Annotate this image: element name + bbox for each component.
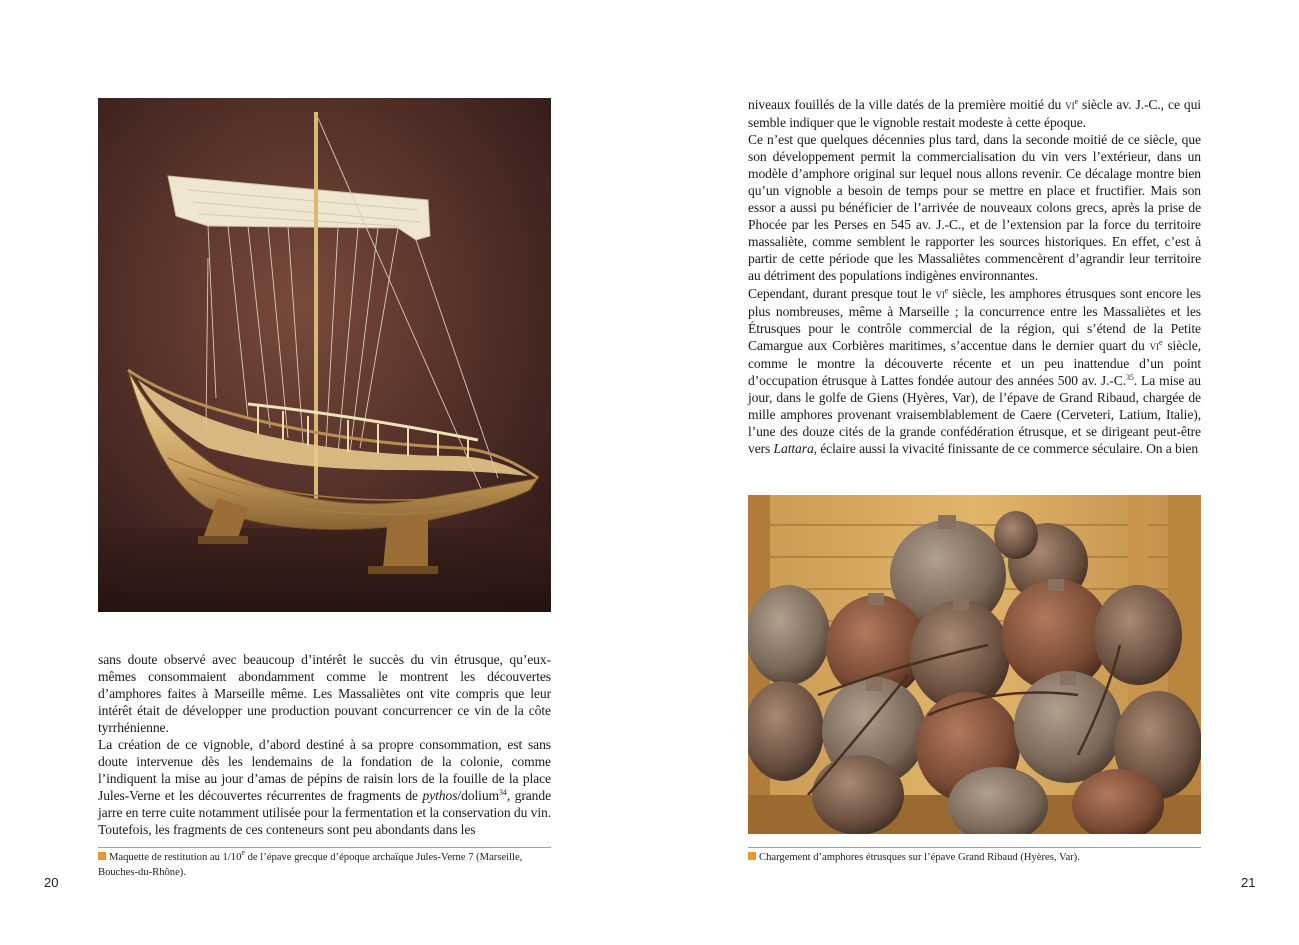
text-run: . La mise au jour, dans le golfe de Giens (Hyères, Var), de l’épave de Grand Ribaud, chargée de mille amphores provenant vraisemblablement de Caere (Cerveteri, Latium, Italie), l’une des douze cités de la grande confédération étrusque, et se dirigeant peut-être vers	[748, 372, 1201, 456]
text-run: e	[944, 285, 949, 295]
text-run: siècle, comme le montre la découverte récente et un peu inattendue d’un point d’occupation étrusque à Lattes fondée autour des années 500 av. J.-C.	[748, 337, 1202, 388]
left-caption	[98, 850, 551, 880]
paragraph	[98, 736, 551, 838]
text-run: e	[1074, 97, 1079, 106]
text-run: Lattara	[773, 440, 814, 456]
text-run: /dolium	[457, 788, 500, 804]
caption-marker-icon	[98, 852, 106, 860]
caption-marker-icon	[748, 852, 756, 860]
text-run: siècle av. J.-C., ce qui semble indiquer que le vignoble restait modeste à cette époque.	[748, 97, 1201, 131]
paragraph	[748, 285, 1201, 457]
text-run: pythos	[422, 788, 458, 804]
text-run: vi	[1065, 98, 1075, 112]
text-run: Cependant, durant presque tout le	[748, 285, 936, 301]
right-caption-rule	[748, 847, 1201, 848]
text-run: Ce n’est que quelques décennies plus tard, dans la seconde moitié de ce siècle, que son développement permit la commercialisation du vin vers l’extérieur, dans un modèle d’amphore original sur lequel nous allons revenir. Ce décalage montre bien qu’un vignoble a besoin de temps pour se mettre en place et fructifier. Mais son essor a aussi pu bénéficier de l’arrivée de nouveaux colons grecs, après la prise de Phocée par les Perses en 545 av. J.-C., et de l’extension par la force du territoire massaliète, comme semblent le rapporter les sources historiques. En effet, c’est à partir de cette période que les Massaliètes commencèrent d’agrandir leur territoire au détriment des populations indigènes environnantes.	[748, 132, 1201, 284]
left-caption-text	[98, 848, 523, 878]
right-body-text	[748, 96, 1201, 457]
paragraph	[748, 131, 1201, 284]
text-run: siècle, les amphores étrusques sont encore les plus nombreuses, même à Marseille ; la concurrence entre les Massaliètes et les Étrusques pour le contrôle commercial de la région, qui s’étend de la Petite Camargue aux Corbières maritimes, s’accentue dans le dernier quart du	[748, 285, 1201, 353]
paragraph	[748, 96, 1201, 131]
page-number-left: 20	[44, 875, 59, 890]
right-page	[650, 0, 1299, 945]
amphorae-illustration	[748, 495, 1201, 834]
text-run: 35	[1126, 372, 1134, 382]
text-run: 34	[499, 788, 507, 798]
text-run: niveaux fouillés de la ville datés de la première moitié du	[748, 97, 1066, 112]
left-caption-rule	[98, 847, 551, 848]
text-run: sans doute observé avec beaucoup d’intérêt le succès du vin étrusque, qu’eux-mêmes consommaient abondamment comme le montrent les découvertes d’amphores faites à Marseille même. Les Massaliètes ont vite compris que leur intérêt était de développer une production pouvant concurrencer ce vin de la côte tyrrhénienne.	[98, 652, 551, 736]
text-run: e	[1158, 337, 1163, 347]
text-run: vi	[1149, 338, 1159, 353]
paragraph	[98, 651, 551, 736]
text-run: Maquette de restitution au 1/10	[109, 852, 242, 863]
text-run: , grande jarre en terre cuite notamment utilisée pour la fermentation et la conservation du vin. Toutefois, les fragments de ces conteneurs sont peu abondants dans les	[98, 788, 552, 838]
page-number-right: 21	[1241, 875, 1256, 890]
text-run: de l’épave grecque d’époque archaïque Jules-Verne 7 (Marseille, Bouches-du-Rhône).	[98, 852, 523, 878]
amphorae-cargo-photo	[748, 495, 1201, 834]
ship-model-photo	[98, 98, 551, 612]
right-caption-text	[759, 852, 1080, 863]
right-caption	[748, 850, 1201, 865]
text-run: , éclaire aussi la vivacité finissante de ce commerce séculaire. On a bien	[813, 440, 1199, 456]
text-run: e	[241, 848, 245, 857]
text-run: Chargement d’amphores étrusques sur l’épave Grand Ribaud (Hyères, Var).	[759, 852, 1080, 863]
text-run: vi	[935, 286, 945, 301]
ship-model-illustration	[98, 98, 551, 612]
text-run: La création de ce vignoble, d’abord destiné à sa propre consommation, est sans doute intervenue dès les lendemains de la fondation de la colonie, comme l’indiquent la mise au jour d’amas de pépins de raisin lors de la fouille de la place Jules-Verne et les découvertes récurrentes de fragments de	[98, 737, 551, 804]
left-page	[0, 0, 649, 945]
left-body-text	[98, 651, 551, 839]
